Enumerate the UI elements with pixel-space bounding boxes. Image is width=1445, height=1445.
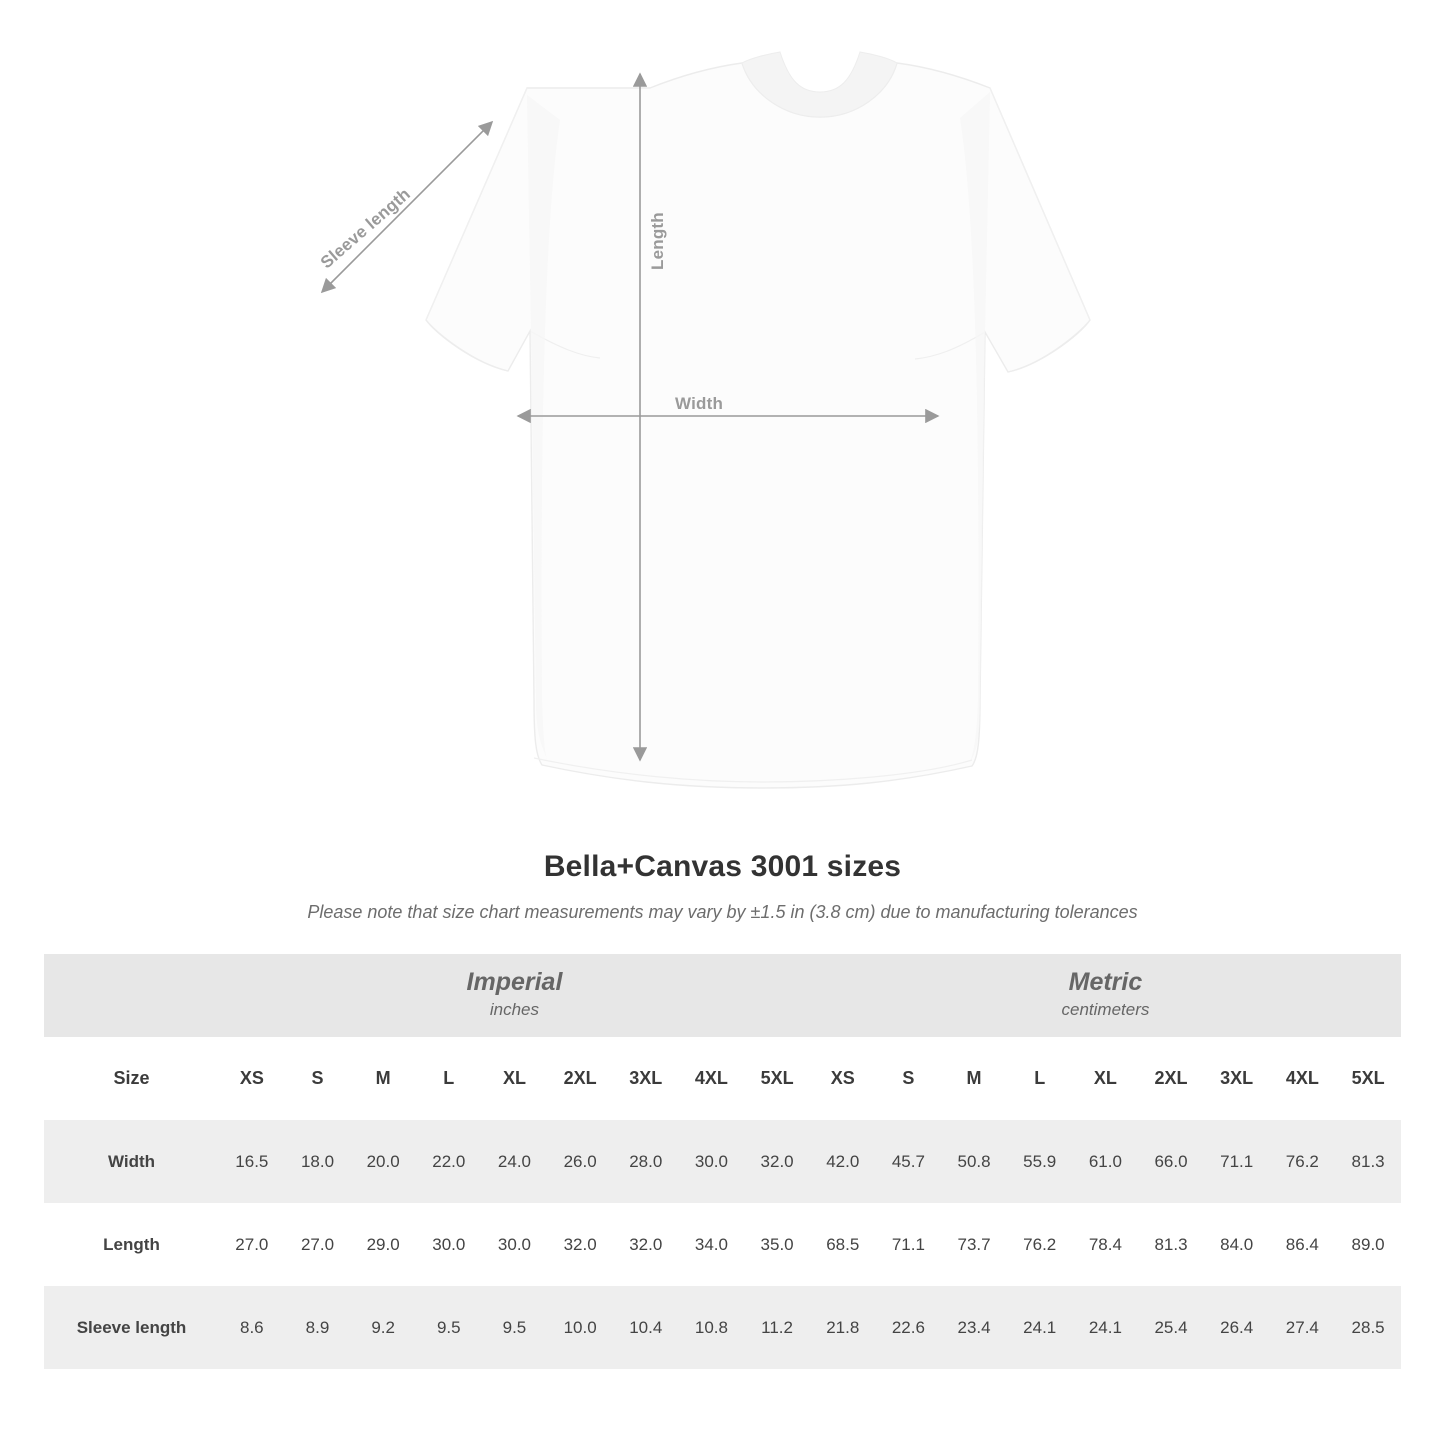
size-column-header: XS (219, 1037, 285, 1120)
measurement-cell: 86.4 (1270, 1203, 1336, 1286)
size-column-header: 4XL (679, 1037, 745, 1120)
table-header-row (44, 1037, 1401, 1120)
title-block (0, 850, 1445, 923)
measurement-cell: 26.0 (547, 1120, 613, 1203)
measurement-cell: 10.0 (547, 1286, 613, 1369)
measurement-cell: 68.5 (810, 1203, 876, 1286)
table-row (44, 1203, 1401, 1286)
table-row (44, 1120, 1401, 1203)
unit-group-imperial-name: Imperial (466, 967, 563, 996)
measurement-cell: 55.9 (1007, 1120, 1073, 1203)
measurement-cell: 24.1 (1073, 1286, 1139, 1369)
measurement-cell: 9.2 (350, 1286, 416, 1369)
measurement-cell: 24.1 (1007, 1286, 1073, 1369)
sleeve-length-label: Sleeve length (316, 184, 415, 273)
measurement-cell: 22.0 (416, 1120, 482, 1203)
unit-group-metric-sub: centimeters (1061, 1000, 1150, 1020)
table-head (44, 954, 1401, 1120)
measurement-cell: 24.0 (482, 1120, 548, 1203)
measurement-cell: 8.6 (219, 1286, 285, 1369)
size-column-header: 2XL (547, 1037, 613, 1120)
measurement-cell: 73.7 (941, 1203, 1007, 1286)
measurement-cell: 32.0 (744, 1120, 810, 1203)
unit-spacer-cell (44, 954, 219, 1037)
measurement-cell: 25.4 (1138, 1286, 1204, 1369)
measurement-row-label: Width (44, 1120, 219, 1203)
measurement-cell: 30.0 (679, 1120, 745, 1203)
tshirt-shape (426, 52, 1090, 788)
measurement-row-label: Length (44, 1203, 219, 1286)
table-row (44, 1286, 1401, 1369)
measurement-cell: 8.9 (285, 1286, 351, 1369)
measurement-cell: 50.8 (941, 1120, 1007, 1203)
size-chart-table-wrap (44, 954, 1401, 1369)
measurement-cell: 61.0 (1073, 1120, 1139, 1203)
measurement-cell: 89.0 (1335, 1203, 1401, 1286)
unit-group-row (44, 954, 1401, 1037)
measurement-cell: 20.0 (350, 1120, 416, 1203)
measurement-cell: 35.0 (744, 1203, 810, 1286)
measurement-cell: 28.5 (1335, 1286, 1401, 1369)
measurement-cell: 66.0 (1138, 1120, 1204, 1203)
measurement-cell: 81.3 (1335, 1120, 1401, 1203)
measurement-cell: 28.0 (613, 1120, 679, 1203)
measurement-cell: 34.0 (679, 1203, 745, 1286)
size-column-header: XL (482, 1037, 548, 1120)
measurement-cell: 11.2 (744, 1286, 810, 1369)
unit-group-imperial-sub: inches (489, 1000, 540, 1020)
size-column-header: L (1007, 1037, 1073, 1120)
size-header-label: Size (44, 1037, 219, 1120)
measurement-cell: 9.5 (482, 1286, 548, 1369)
unit-group-metric (810, 954, 1401, 1037)
table-body (44, 1120, 1401, 1369)
measurement-cell: 78.4 (1073, 1203, 1139, 1286)
measurement-cell: 18.0 (285, 1120, 351, 1203)
size-column-header: 2XL (1138, 1037, 1204, 1120)
measurement-cell: 42.0 (810, 1120, 876, 1203)
length-label: Length (648, 212, 667, 270)
size-column-header: 5XL (744, 1037, 810, 1120)
measurement-cell: 10.4 (613, 1286, 679, 1369)
measurement-cell: 22.6 (876, 1286, 942, 1369)
size-column-header: XL (1073, 1037, 1139, 1120)
measurement-cell: 27.4 (1270, 1286, 1336, 1369)
size-column-header: 5XL (1335, 1037, 1401, 1120)
measurement-cell: 10.8 (679, 1286, 745, 1369)
measurement-cell: 29.0 (350, 1203, 416, 1286)
size-column-header: M (350, 1037, 416, 1120)
page-title: Bella+Canvas 3001 sizes (543, 850, 902, 883)
measurement-cell: 30.0 (482, 1203, 548, 1286)
size-column-header: 3XL (1204, 1037, 1270, 1120)
measurement-cell: 76.2 (1007, 1203, 1073, 1286)
measurement-cell: 30.0 (416, 1203, 482, 1286)
size-column-header: S (285, 1037, 351, 1120)
measurement-cell: 71.1 (1204, 1120, 1270, 1203)
size-column-header: 3XL (613, 1037, 679, 1120)
measurement-cell: 27.0 (285, 1203, 351, 1286)
measurement-cell: 76.2 (1270, 1120, 1336, 1203)
size-column-header: S (876, 1037, 942, 1120)
unit-group-imperial (219, 954, 810, 1037)
measurement-cell: 16.5 (219, 1120, 285, 1203)
measurement-cell: 32.0 (613, 1203, 679, 1286)
measurement-row-label: Sleeve length (44, 1286, 219, 1369)
size-column-header: XS (810, 1037, 876, 1120)
measurement-cell: 84.0 (1204, 1203, 1270, 1286)
width-label: Width (675, 394, 724, 413)
size-column-header: 4XL (1270, 1037, 1336, 1120)
tolerance-note: Please note that size chart measurements may vary by ±1.5 in (3.8 cm) due to manufacturing tolerances (307, 902, 1138, 922)
measurement-cell: 81.3 (1138, 1203, 1204, 1286)
unit-group-metric-name: Metric (1068, 967, 1143, 996)
size-column-header: M (941, 1037, 1007, 1120)
measurement-cell: 26.4 (1204, 1286, 1270, 1369)
measurement-cell: 9.5 (416, 1286, 482, 1369)
measurement-cell: 32.0 (547, 1203, 613, 1286)
measurement-cell: 27.0 (219, 1203, 285, 1286)
size-column-header: L (416, 1037, 482, 1120)
measurement-cell: 21.8 (810, 1286, 876, 1369)
size-chart-table (44, 954, 1401, 1369)
measurement-cell: 23.4 (941, 1286, 1007, 1369)
measurement-cell: 45.7 (876, 1120, 942, 1203)
measurement-cell: 71.1 (876, 1203, 942, 1286)
